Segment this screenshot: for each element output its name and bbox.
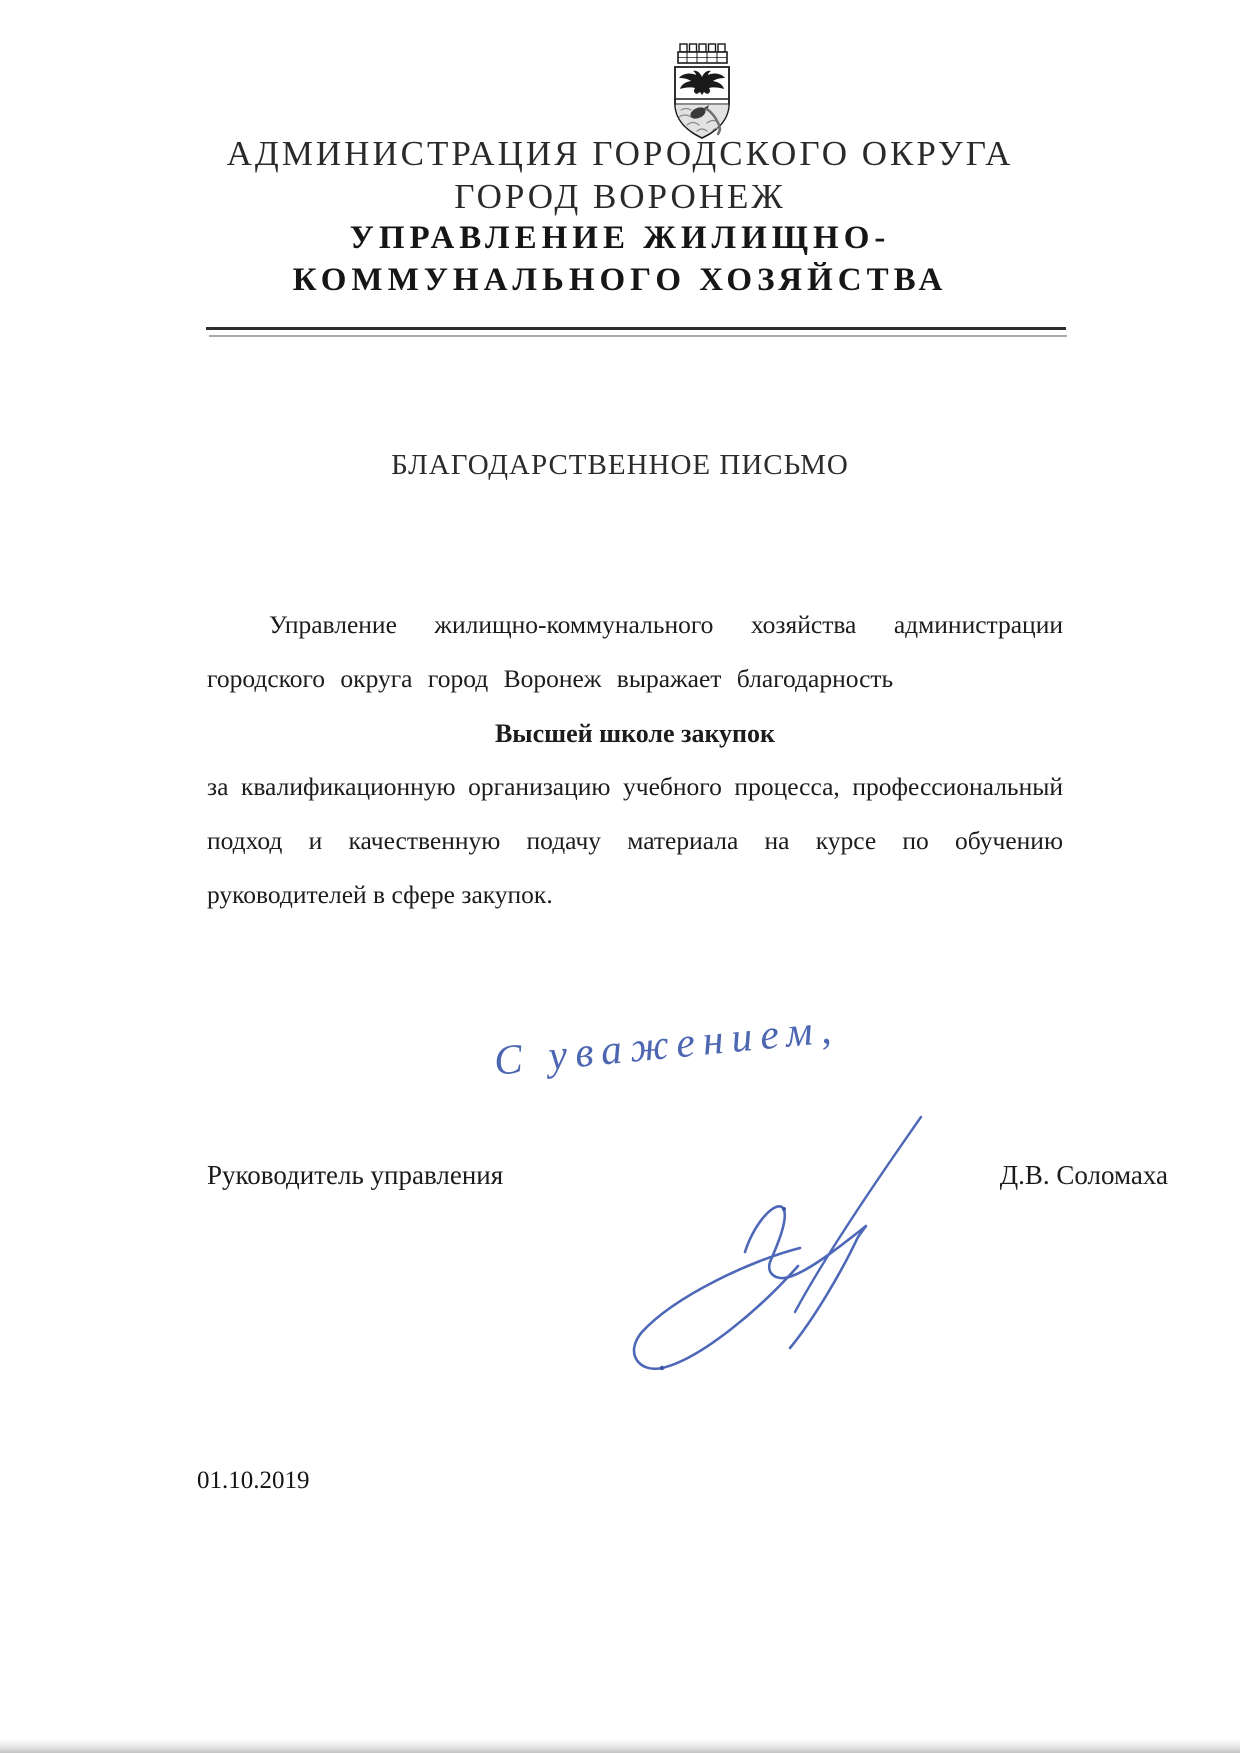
body-line: руководителей в сфере закупок. [207,880,553,909]
letterhead-divider-thick [206,327,1066,330]
signer-name: Д.В. Соломаха [999,1160,1168,1190]
signer-position-title: Руководитель управления [207,1160,504,1190]
body-line: подход и качественную подачу материала на курсе по обучению [207,826,1063,855]
body-line: за квалификационную организацию учебного процесса, профессиональный [207,772,1063,801]
body-line-recipient-name: Высшей школе закупок [494,719,776,748]
handwritten-regards: С уважением, [492,1005,841,1085]
jug-pouring-water-icon [676,103,729,137]
body-line: городского округа город Воронеж выражает благодарность [207,664,894,693]
document-date: 01.10.2019 [197,1467,310,1494]
letterhead-dept-line-1: УПРАВЛЕНИЕ ЖИЛИЩНО- [349,220,891,256]
handwritten-signature [580,1070,940,1400]
body-line: Управление жилищно-коммунального хозяйства администрации [269,610,1063,639]
voronezh-coat-of-arms [667,37,737,145]
letterhead-dept-line-2: КОММУНАЛЬНОГО ХОЗЯЙСТВА [292,262,948,298]
letterhead-divider-thin [209,335,1067,337]
mural-crown-icon [678,44,727,63]
letterhead-org-line-2: ГОРОД ВОРОНЕЖ [454,177,786,216]
scan-edge-shadow [0,1739,1240,1753]
letterhead-org-line-1: АДМИНИСТРАЦИЯ ГОРОДСКОГО ОКРУГА [226,134,1014,173]
document-title: БЛАГОДАРСТВЕННОЕ ПИСЬМО [391,449,849,481]
